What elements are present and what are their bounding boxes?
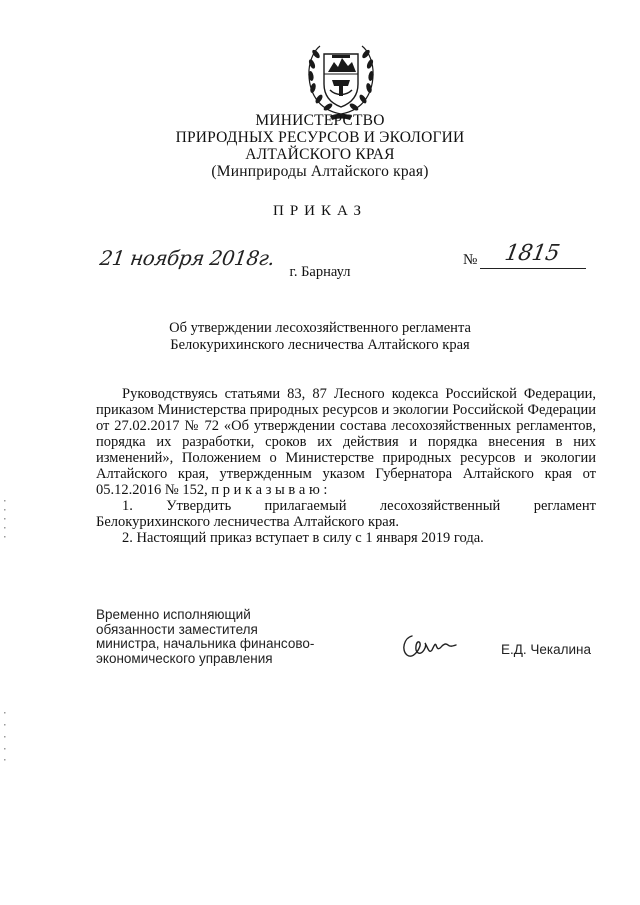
order-subject (0, 320, 640, 354)
subject-line-2: Белокурихинского лесничества Алтайского края (170, 337, 470, 353)
signer-title-line-4: экономического управления (96, 650, 273, 666)
subject-line-1: Об утверждении лесохозяйственного регламента (169, 320, 471, 336)
preamble-paragraph: Руководствуясь статьями 83, 87 Лесного кодекса Российской Федерации, приказом Министерства природных ресурсов и экологии Российской Федерации от 27.02.2017 № 72 «Об утверждении состава лесохозяйственных регламентов, порядка их разработки, сроков их действия и порядка внесения в них изменений», Положением о Министерстве природных ресурсов и экологии Алтайского края, утвержденным указом Губернатора Алтайского края от 05.12.2016 № 152, п р и к а з ы в а ю : (96, 386, 596, 498)
item-1-word-4: регламент (533, 498, 596, 514)
header-line-2: ПРИРОДНЫХ РЕСУРСОВ И ЭКОЛОГИИ (175, 129, 465, 146)
order-body (96, 386, 596, 546)
order-number-handwritten: 1815 (502, 241, 562, 266)
signer-title-line-3: министра, начальника финансово- (96, 636, 315, 651)
altai-krai-coat-of-arms-icon (302, 40, 380, 122)
scan-margin-marks-lower (4, 712, 6, 762)
order-title: ПРИКАЗ (273, 203, 367, 219)
signer-title (96, 608, 314, 666)
item-1-continuation: Белокурихинского лесничества Алтайского края. (96, 514, 400, 530)
header-line-1: МИНИСТЕРСТВО (255, 112, 385, 129)
ministry-header (0, 112, 640, 180)
city: г. Барнаул (289, 264, 351, 280)
header-line-4: (Минприроды Алтайского края) (211, 163, 429, 180)
item-1-word-3: лесохозяйственный (379, 498, 501, 514)
item-2: 2. Настоящий приказ вступает в силу с 1 января 2019 года. (122, 530, 484, 546)
item-1-line (96, 498, 596, 514)
signer-name: Е.Д. Чекалина (501, 642, 591, 657)
signer-title-line-1: Временно исполняющий (96, 607, 251, 622)
order-number-label: № (463, 252, 478, 268)
header-line-3: АЛТАЙСКОГО КРАЯ (245, 146, 395, 163)
order-date-handwritten: 21 ноября 2018г. (98, 246, 276, 270)
item-1-word-2: прилагаемый (264, 498, 347, 514)
item-1-number: 1. (122, 498, 133, 514)
handwritten-signature (398, 628, 458, 662)
item-1-word-1: Утвердить (166, 498, 232, 514)
signer-title-line-2: обязанности заместителя (96, 621, 258, 637)
scan-margin-marks (4, 500, 6, 540)
